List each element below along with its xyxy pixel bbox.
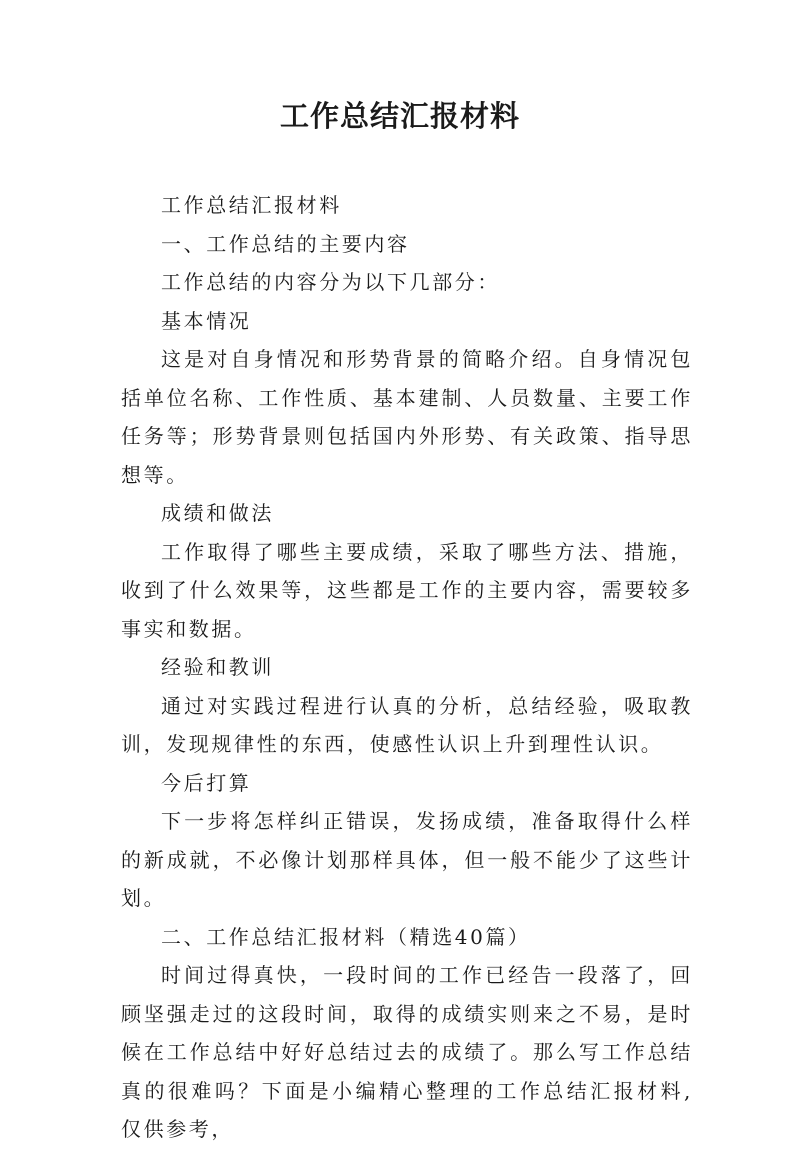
- subheading-lessons: 经验和教训: [161, 655, 274, 679]
- paragraph-closing: 时间过得真快，一段时间的工作已经告一段落了，回顾坚强走过的这段时间，取得的成绩实则来之不易，是时候在工作总结中好好总结过去的成绩了。那么写工作总结真的很难吗？下面是小编精心整理的工作总结汇报材料,仅供参考，: [121, 963, 693, 1141]
- document-title: 工作总结汇报材料: [279, 99, 520, 133]
- subheading-future-plans: 今后打算: [161, 770, 252, 795]
- section-heading-main-content: 一、工作总结的主要内容: [161, 231, 410, 256]
- paragraph-intro: 工作总结的内容分为以下几部分：: [161, 270, 500, 294]
- section-heading-selected: 二、工作总结汇报材料（精选40篇）: [161, 924, 531, 949]
- paragraph-basic-situation: 这是对自身情况和形势背景的简略介绍。自身情况包括单位名称、工作性质、基本建制、人员数量、主要工作任务等；形势背景则包括国内外形势、有关政策、指导思想等。: [121, 347, 693, 487]
- paragraph-heading: 工作总结汇报材料: [161, 193, 342, 217]
- paragraph-future-plans: 下一步将怎样纠正错误，发扬成绩，准备取得什么样的新成就，不必像计划那样具体，但一般不能少了这些计划。: [121, 809, 693, 910]
- subheading-achievements: 成绩和做法: [161, 501, 274, 525]
- paragraph-lessons: 通过对实践过程进行认真的分析，总结经验，吸取教训，发现规律性的东西，使感性认识上升到理性认识。: [121, 693, 693, 756]
- document-body: [121, 186, 693, 1149]
- subheading-basic-situation: 基本情况: [161, 308, 252, 333]
- paragraph-achievements: 工作取得了哪些主要成绩，采取了哪些方法、措施，收到了什么效果等，这些都是工作的主要内容，需要较多事实和数据。: [121, 539, 693, 641]
